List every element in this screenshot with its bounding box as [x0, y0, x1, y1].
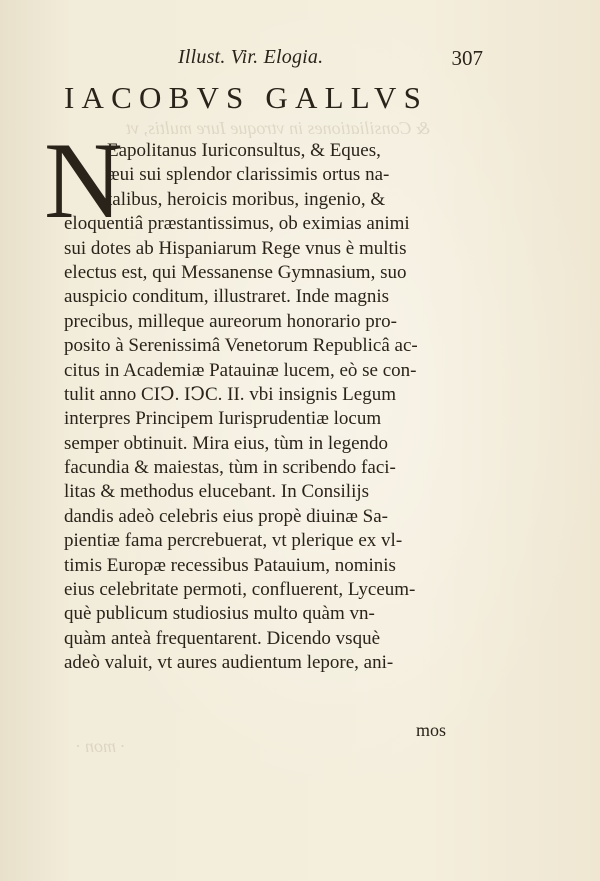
text-line: talibus, heroicis moribus, ingenio, & — [107, 188, 386, 210]
page-number: 307 — [451, 46, 483, 70]
entry-title: IACOBVS GALLVS — [64, 80, 429, 115]
text-line: timis Europæ recessibus Patauium, nominis — [64, 554, 396, 576]
text-line: dandis adeò celebris eius propè diuinæ Sa- — [64, 505, 388, 527]
text-line: pientiæ fama percrebuerat, vt plerique ex vl- — [64, 530, 403, 552]
text-line: sui dotes ab Hispaniarum Rege vnus è multis — [64, 237, 407, 259]
text-line: citus in Academiæ Patauinæ lucem, eò se con- — [64, 359, 417, 381]
text-line: litas & methodus elucebant. In Consilijs — [64, 481, 370, 503]
dropcap-letter: N — [44, 120, 123, 241]
text-line: tulit anno CIↃ. IↃC. II. vbi insignis Legum — [64, 383, 396, 405]
text-line: semper obtinuit. Mira eius, tùm in legendo — [64, 432, 389, 454]
text-line: adeò valuit, vt aures audientum lepore, ani- — [64, 652, 394, 674]
text-line: eloquentiâ præstantissimus, ob eximias animi — [64, 213, 410, 235]
text-line: interpres Principem Iurisprudentiæ locum — [64, 408, 382, 430]
text-line: facundia & maiestas, tùm in scribendo faci- — [64, 457, 396, 479]
text-line: precibus, milleque aureorum honorario pro- — [64, 310, 397, 332]
page-header — [178, 46, 483, 74]
catchword: mos — [416, 720, 447, 740]
running-head: Illust. Vir. Elogia. — [178, 46, 324, 68]
text-line: electus est, qui Messanense Gymnasium, suo — [64, 261, 407, 283]
body-text — [64, 139, 484, 676]
text-line: quàm anteà frequentarent. Dicendo vsquè — [64, 627, 381, 649]
text-line: posito à Serenissimâ Venetorum Republicâ ac- — [64, 335, 418, 357]
text-line: Eapolitanus Iuriconsultus, & Eques, — [107, 140, 381, 161]
show-through-text: & Consiliationes in vtroque Iure multis, vt — [126, 118, 431, 138]
text-line: eius celebritate permoti, confluerent, Lyceum- — [64, 579, 416, 601]
text-line: què publicum studiosius multo quàm vn- — [64, 603, 375, 625]
text-line: auspicio conditum, illustraret. Inde magnis — [64, 286, 390, 308]
text-line: æui sui splendor clarissimis ortus na- — [107, 164, 390, 186]
show-through-text: · mon · — [76, 736, 125, 756]
